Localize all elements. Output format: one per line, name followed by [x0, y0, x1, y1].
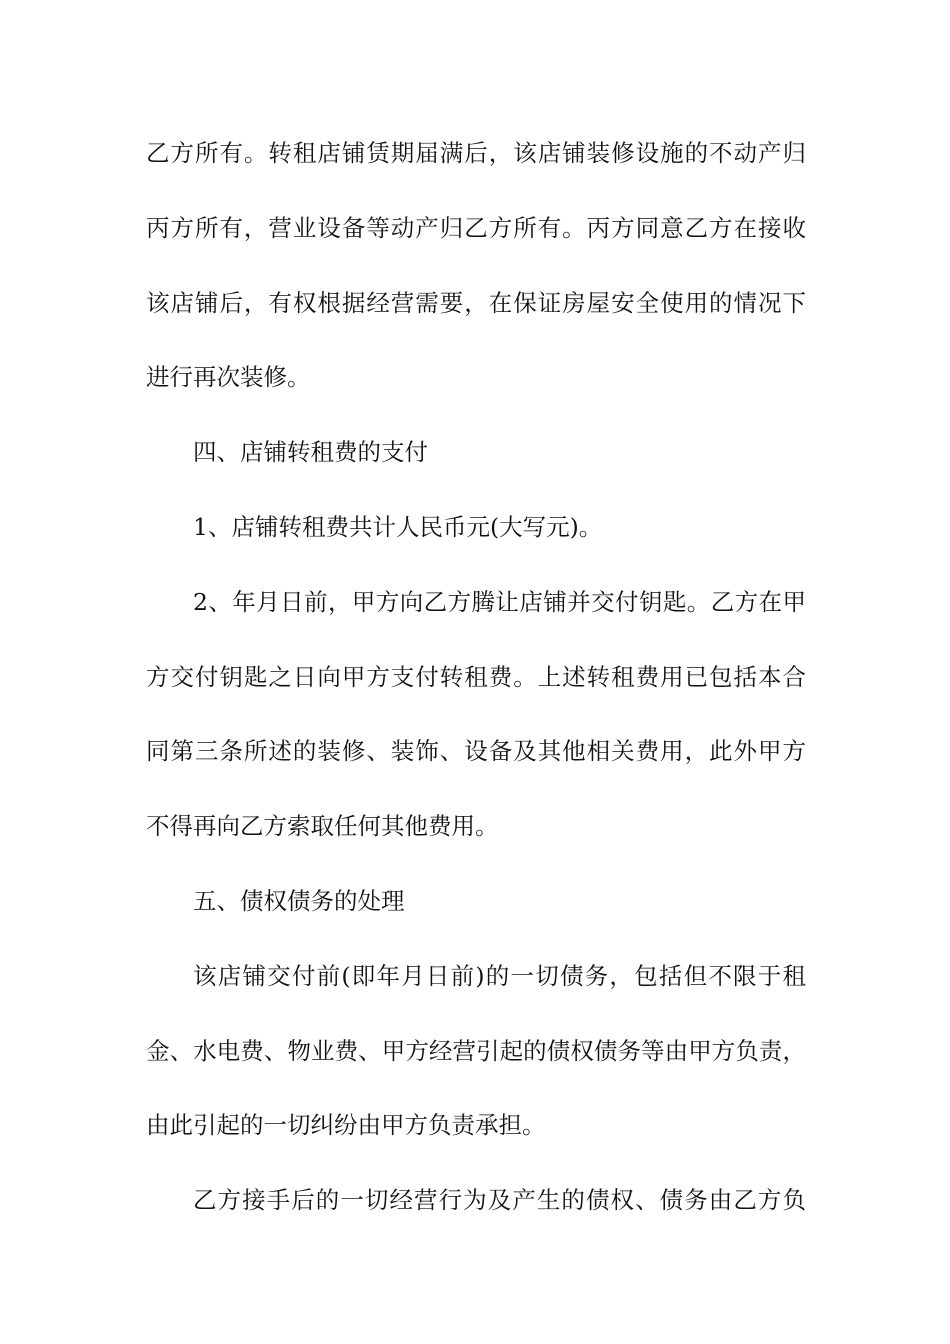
- paragraph-line: 乙方接手后的一切经营行为及产生的债权、债务由乙方负: [193, 1186, 806, 1215]
- paragraph-line: 乙方所有。转租店铺赁期届满后，该店铺装修设施的不动产归: [146, 139, 806, 167]
- paragraph-line: 不得再向乙方索取任何其他费用。: [146, 812, 499, 841]
- paragraph-line: 丙方所有，营业设备等动产归乙方所有。丙方同意乙方在接收: [146, 213, 806, 242]
- paragraph-line: 由此引起的一切纠纷由甲方负责承担。: [146, 1111, 546, 1140]
- document-body: [146, 133, 806, 1255]
- paragraph-line: 该店铺后，有权根据经营需要，在保证房屋安全使用的情况下: [146, 288, 806, 317]
- paragraph-line: 金、水电费、物业费、甲方经营引起的债权债务等由甲方负责，: [146, 1036, 806, 1065]
- paragraph-line: 进行再次装修。: [146, 363, 311, 392]
- paragraph-line: 1、店铺转租费共计人民币元(大写元)。: [193, 512, 603, 541]
- paragraph-line: 方交付钥匙之日向甲方支付转租费。上述转租费用已包括本合: [146, 662, 806, 691]
- paragraph-line: 该店铺交付前(即年月日前)的一切债务，包括但不限于租: [193, 961, 806, 990]
- paragraph-line: 2、年月日前，甲方向乙方腾让店铺并交付钥匙。乙方在甲: [193, 587, 806, 616]
- paragraph-line: 同第三条所述的装修、装饰、设备及其他相关费用，此外甲方: [146, 737, 806, 766]
- section-heading: 四、店铺转租费的支付: [193, 438, 428, 467]
- section-heading: 五、债权债务的处理: [193, 886, 405, 915]
